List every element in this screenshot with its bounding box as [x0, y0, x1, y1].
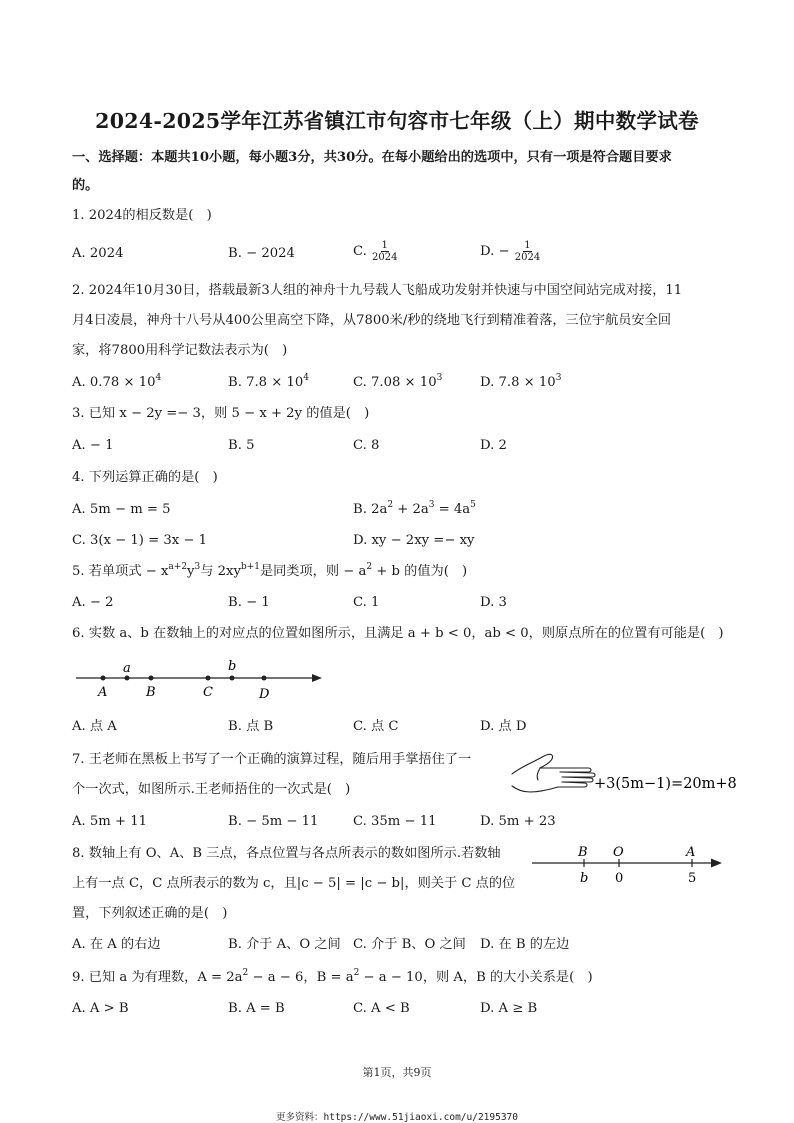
q1-c-numerator: 1 — [381, 240, 388, 251]
q4-b-exp3: 5 — [470, 500, 476, 510]
q1-option-d — [480, 240, 540, 263]
q3-stem: 3. 已知 x − 2y =− 3，则 5 − x + 2y 的值是( ) — [72, 406, 370, 421]
q6-label-D: D — [259, 687, 270, 702]
q7-option-d: D. 5m + 23 — [480, 814, 556, 829]
q6-stem: 6. 实数 a、b 在数轴上的对应点的位置如图所示，且满足 a + b < 0，ab < 0，则原点所在的位置有可能是( ) — [72, 626, 724, 641]
q8-value-zero: 0 — [615, 871, 624, 886]
q1-option-a: A. 2024 — [72, 246, 124, 261]
q4-option-d: D. xy − 2xy =− xy — [353, 533, 475, 548]
q4-b-part1: B. 2a — [353, 502, 388, 517]
q4-b-exp2: 3 — [428, 500, 435, 510]
q9-exp1: 2 — [242, 968, 249, 978]
q8-value-five: 5 — [688, 871, 697, 886]
q8-stem-line2: 上有一点 C，C 点所表示的数为 c，且|c − 5| = |c − b|，则关于 C 点的位 — [72, 876, 516, 891]
q1-d-numerator: 1 — [524, 240, 531, 251]
q5-part2: y — [187, 564, 195, 579]
q3-option-d: D. 2 — [480, 438, 507, 453]
q9-stem — [72, 970, 593, 986]
q5-part4: 是同类项，则 − a — [259, 564, 367, 579]
q6-option-d: D. 点 D — [480, 719, 527, 734]
q6-label-C: C — [203, 685, 213, 700]
section-heading-cont: 的。 — [72, 178, 99, 193]
q9-option-c: C. A < B — [353, 1001, 410, 1016]
q1-c-prefix: C. — [353, 244, 367, 259]
q5-option-a: A. − 2 — [72, 595, 114, 610]
q7-option-a: A. 5m + 11 — [72, 814, 148, 829]
q2-option-a — [72, 375, 161, 391]
q4-b-part2: + 2a — [393, 502, 429, 517]
q7-expression: +3(5m−1)=20m+8 — [594, 776, 737, 792]
q8-stem-line1: 8. 数轴上有 O、A、B 三点，各点位置与各点所表示的数如图所示.若数轴 — [72, 846, 501, 861]
q4-b-exp1: 2 — [387, 500, 394, 510]
q7-option-c: C. 35m − 11 — [353, 814, 437, 829]
q6-label-a: a — [123, 661, 131, 676]
q8-option-d: D. 在 B 的左边 — [480, 937, 570, 952]
q8-label-B: B — [578, 845, 588, 860]
q2-d-base: D. 7.8 × 10 — [480, 375, 556, 390]
page-footer: 第1页，共9页 — [362, 1066, 432, 1079]
q2-d-exp: 3 — [555, 373, 562, 383]
q2-option-d — [480, 375, 561, 391]
q8-value-b: b — [580, 871, 589, 886]
q9-option-b: B. A = B — [228, 1001, 285, 1016]
q7-stem-line1: 7. 王老师在黑板上书写了一个正确的演算过程，随后用手掌捂住了一 — [72, 752, 472, 767]
hand-icon — [512, 754, 595, 792]
q2-option-c — [353, 375, 442, 391]
q2-stem-line3: 家，将7800用科学记数法表示为( ) — [72, 343, 288, 358]
q5-exp2: 3 — [194, 562, 201, 572]
q5-exp1: a+2 — [168, 562, 188, 572]
q5-option-c: C. 1 — [353, 595, 380, 610]
q2-a-exp: 4 — [155, 373, 162, 383]
q1-d-prefix: D. − — [480, 244, 510, 259]
q5-exp4: 2 — [366, 562, 373, 572]
q7-option-b: B. − 5m − 11 — [228, 814, 319, 829]
q1-option-c — [353, 240, 397, 263]
q7-stem-line2: 个一次式，如图所示.王老师捂住的一次式是( ) — [72, 782, 351, 797]
q2-stem-line2: 月4日凌晨，神舟十八号从400公里高空下降，从7800米/秒的绕地飞行到精准着落，三位宇航员安全回 — [72, 313, 672, 328]
q5-part3: 与 2xy — [200, 564, 241, 579]
q1-option-b: B. − 2024 — [228, 246, 295, 261]
q8-option-a: A. 在 A 的右边 — [72, 937, 161, 952]
q5-part1: 5. 若单项式 − x — [72, 564, 169, 579]
page-title: 2024-2025学年江苏省镇江市句容市七年级（上）期中数学试卷 — [95, 109, 699, 133]
q2-option-b — [228, 375, 309, 391]
q6-option-b: B. 点 B — [228, 719, 274, 734]
q6-label-B: B — [146, 685, 156, 700]
q3-option-a: A. − 1 — [72, 438, 114, 453]
q7-hand-figure — [508, 748, 758, 806]
q2-a-base: A. 0.78 × 10 — [72, 375, 156, 390]
q4-option-c: C. 3(x − 1) = 3x − 1 — [72, 533, 208, 548]
q6-label-A: A — [98, 685, 108, 700]
q8-option-b: B. 介于 A、O 之间 — [228, 937, 341, 952]
q2-b-exp: 4 — [303, 373, 309, 383]
q1-d-fraction — [515, 240, 540, 263]
q9-part1: 9. 已知 a 为有理数，A = 2a — [72, 970, 243, 985]
q4-option-a: A. 5m − m = 5 — [72, 502, 171, 517]
q8-stem-line3: 置，下列叙述正确的是( ) — [72, 906, 228, 921]
q6-label-b: b — [228, 659, 237, 674]
source-url[interactable]: 更多资料：https://www.51jiaoxi.com/u/2195370 — [276, 1112, 518, 1123]
q5-part5: + b 的值为( ) — [372, 564, 468, 579]
q9-part3: − a − 10，则 A，B 的大小关系是( ) — [359, 970, 593, 985]
q6-option-a: A. 点 A — [72, 719, 117, 734]
q1-d-denominator: 2024 — [514, 252, 541, 263]
q2-b-base: B. 7.8 × 10 — [228, 375, 304, 390]
q9-exp2: 2 — [353, 968, 360, 978]
q3-option-c: C. 8 — [353, 438, 380, 453]
q1-c-fraction — [372, 240, 397, 263]
q6-number-line — [70, 656, 330, 704]
q4-b-part3: = 4a — [434, 502, 471, 517]
q8-label-O: O — [613, 845, 624, 860]
q8-number-line — [530, 840, 725, 892]
q9-option-d: D. A ≥ B — [480, 1001, 538, 1016]
q1-stem: 1. 2024的相反数是( ) — [72, 208, 212, 223]
q6-option-c: C. 点 C — [353, 719, 399, 734]
q5-option-d: D. 3 — [480, 595, 507, 610]
q3-option-b: B. 5 — [228, 438, 255, 453]
q2-c-exp: 3 — [436, 373, 443, 383]
q4-option-b — [353, 502, 476, 518]
section-heading: 一、选择题：本题共10小题，每小题3分，共30分。在每小题给出的选项中，只有一项是符合题目要求 — [72, 150, 672, 165]
q9-option-a: A. A > B — [72, 1001, 129, 1016]
q5-option-b: B. − 1 — [228, 595, 270, 610]
q8-option-c: C. 介于 B、O 之间 — [353, 937, 466, 952]
q9-part2: − a − 6，B = a — [248, 970, 354, 985]
q4-stem: 4. 下列运算正确的是( ) — [72, 470, 218, 485]
q8-label-A: A — [686, 845, 696, 860]
q1-c-denominator: 2024 — [372, 252, 398, 263]
q5-exp3: b+1 — [240, 562, 260, 572]
q2-stem-line1: 2. 2024年10月30日，搭载最新3人组的神舟十九号载人飞船成功发射并快速与中国空间站完成对接，11 — [72, 283, 683, 298]
q2-c-base: C. 7.08 × 10 — [353, 375, 437, 390]
q5-stem — [72, 564, 467, 580]
